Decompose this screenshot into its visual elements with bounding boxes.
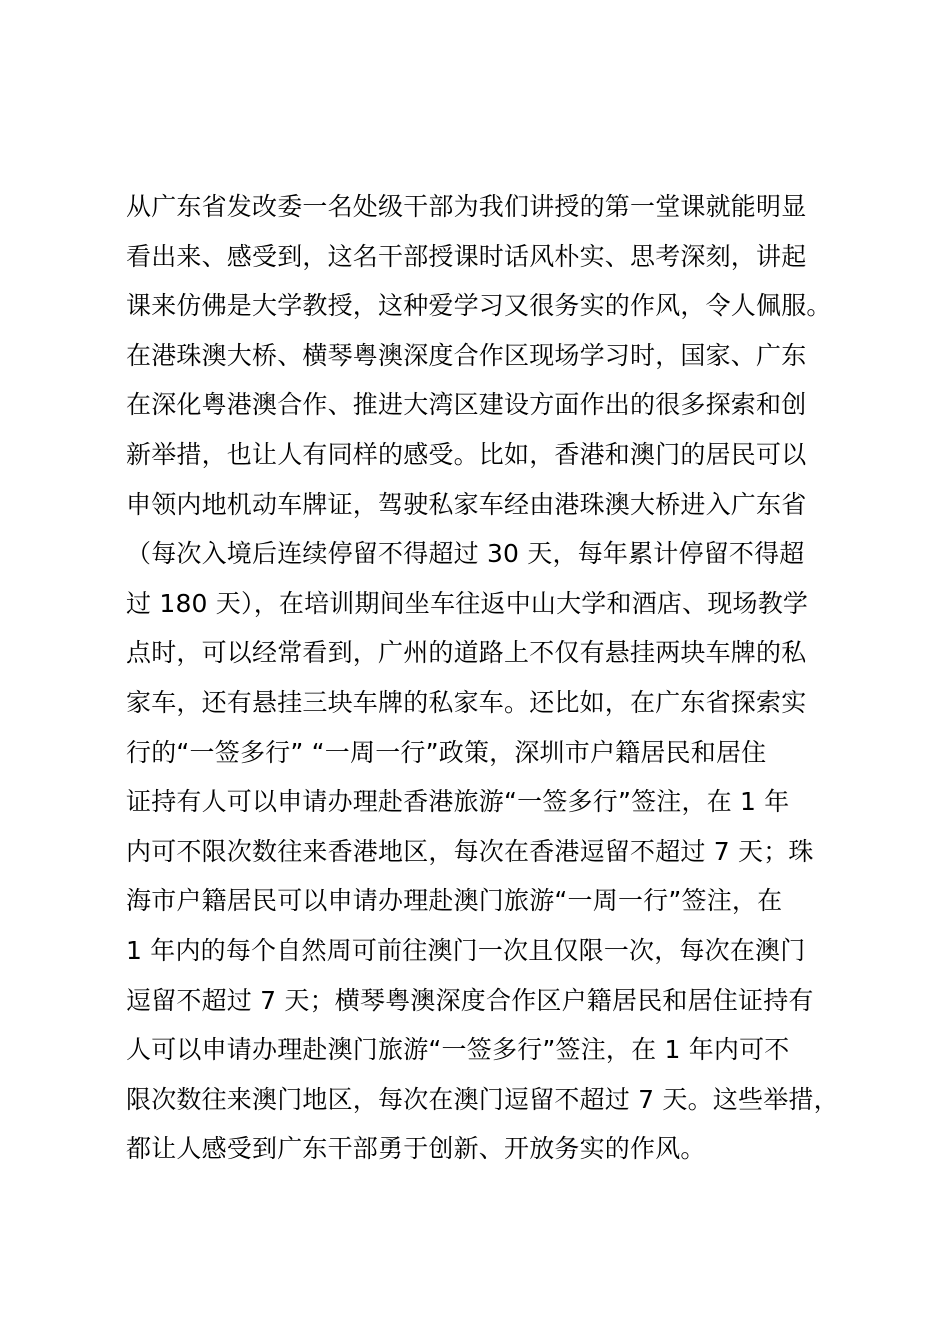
text-line: 点时，可以经常看到，广州的道路上不仅有悬挂两块车牌的私 <box>126 638 807 668</box>
text-line: 申领内地机动车牌证，驾驶私家车经由港珠澳大桥进入广东省 <box>126 489 807 519</box>
text-line: 内可不限次数往来香港地区，每次在香港逗留不超过 7 天；珠 <box>126 836 814 866</box>
text-line: 人可以申请办理赴澳门旅游“一签多行”签注，在 1 年内可不 <box>126 1035 790 1065</box>
text-line: 看出来、感受到，这名干部授课时话风朴实、思考深刻，讲起 <box>126 241 807 271</box>
body-paragraph <box>126 182 856 1174</box>
text-line: 海市户籍居民可以申请办理赴澳门旅游“一周一行”签注，在 <box>126 886 783 916</box>
text-line: 1 年内的每个自然周可前往澳门一次且仅限一次，每次在澳门 <box>126 935 806 965</box>
text-line: 都让人感受到广东干部勇于创新、开放务实的作风。 <box>126 1134 706 1164</box>
text-line: 从广东省发改委一名处级干部为我们讲授的第一堂课就能明显 <box>126 192 807 221</box>
text-line: 课来仿佛是大学教授，这种爱学习又很务实的作风，令人佩服。 <box>126 291 832 321</box>
text-line: 过 180 天），在培训期间坐车往返中山大学和酒店、现场教学 <box>126 588 809 618</box>
text-line: 逗留不超过 7 天；横琴粤澳深度合作区户籍居民和居住证持有 <box>126 985 814 1015</box>
text-line: 在深化粤港澳合作、推进大湾区建设方面作出的很多探索和创 <box>126 390 807 420</box>
text-line: 限次数往来澳门地区，每次在澳门逗留不超过 7 天。这些举措， <box>126 1084 839 1114</box>
text-line: （每次入境后连续停留不得超过 30 天，每年累计停留不得超 <box>126 539 805 569</box>
text-line: 家车，还有悬挂三块车牌的私家车。还比如，在广东省探索实 <box>126 687 807 717</box>
text-line: 证持有人可以申请办理赴香港旅游“一签多行”签注，在 1 年 <box>126 787 790 817</box>
text-line: 在港珠澳大桥、横琴粤澳深度合作区现场学习时，国家、广东 <box>126 340 807 370</box>
text-line: 行的“一签多行” “一周一行”政策，深圳市户籍居民和居住 <box>126 737 767 767</box>
text-line: 新举措，也让人有同样的感受。比如，香港和澳门的居民可以 <box>126 439 807 469</box>
